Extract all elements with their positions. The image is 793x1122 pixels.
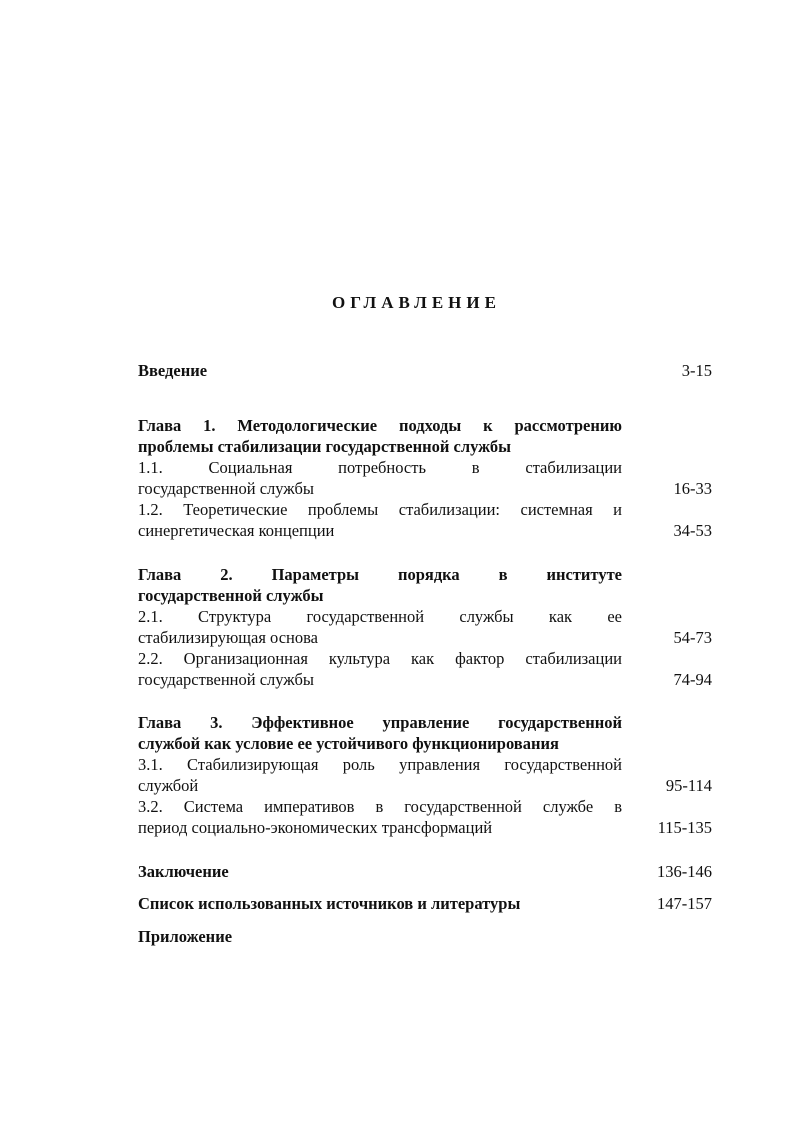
- section-title: 1.1. Социальная потребность в стабилизации: [138, 458, 622, 477]
- section-pages: 54-73: [673, 628, 712, 647]
- toc-entry-pages: 3-15: [681, 361, 712, 380]
- chapter-heading: Глава 2. Параметры порядка в институте: [138, 565, 622, 584]
- section-pages: 16-33: [673, 479, 712, 498]
- section-title: 2.2. Организационная культура как фактор стабилизации: [138, 649, 622, 668]
- toc-chapter-2: [138, 564, 712, 689]
- toc-entry-intro: [138, 360, 712, 381]
- toc-entry-pages: 136-146: [657, 862, 712, 881]
- toc-chapter-3: [138, 712, 712, 837]
- section-pages: 34-53: [673, 521, 712, 540]
- chapter-heading: Глава 1. Методологические подходы к рассмотрению: [138, 416, 622, 435]
- toc-entry-label: Приложение: [138, 927, 233, 946]
- toc-entry-label: Заключение: [138, 862, 229, 881]
- page-title: ОГЛАВЛЕНИЕ: [332, 293, 501, 312]
- section-title-cont: синергетическая концепции: [138, 521, 335, 540]
- toc-chapter-1: [138, 415, 712, 540]
- chapter-heading-cont: проблемы стабилизации государственной службы: [138, 437, 511, 456]
- section-title: 1.2. Теоретические проблемы стабилизации: системная и: [138, 500, 622, 519]
- toc-entry-sources: [138, 893, 712, 914]
- chapter-heading-cont: государственной службы: [138, 586, 324, 605]
- chapter-heading-cont: службой как условие ее устойчивого функционирования: [138, 734, 559, 753]
- section-title: 3.1. Стабилизирующая роль управления государственной: [138, 755, 622, 774]
- toc-entry-conclusion: [138, 861, 712, 882]
- section-title: 3.2. Система императивов в государственной службе в: [138, 797, 622, 816]
- section-pages: 115-135: [657, 818, 712, 837]
- section-pages: 74-94: [673, 670, 712, 689]
- section-title-cont: государственной службы: [138, 670, 314, 689]
- toc-entry-label: Введение: [138, 361, 208, 380]
- section-title-cont: службой: [138, 776, 199, 795]
- section-title-cont: стабилизирующая основа: [138, 628, 319, 647]
- section-pages: 95-114: [665, 776, 712, 795]
- section-title-cont: государственной службы: [138, 479, 314, 498]
- section-title: 2.1. Структура государственной службы как ее: [138, 607, 622, 626]
- toc-entry-appendix: [138, 926, 712, 947]
- toc-entry-label: Список использованных источников и литературы: [138, 894, 521, 913]
- chapter-heading: Глава 3. Эффективное управление государственной: [138, 713, 622, 732]
- section-title-cont: период социально-экономических трансформаций: [138, 818, 493, 837]
- toc-entry-pages: 147-157: [657, 894, 712, 913]
